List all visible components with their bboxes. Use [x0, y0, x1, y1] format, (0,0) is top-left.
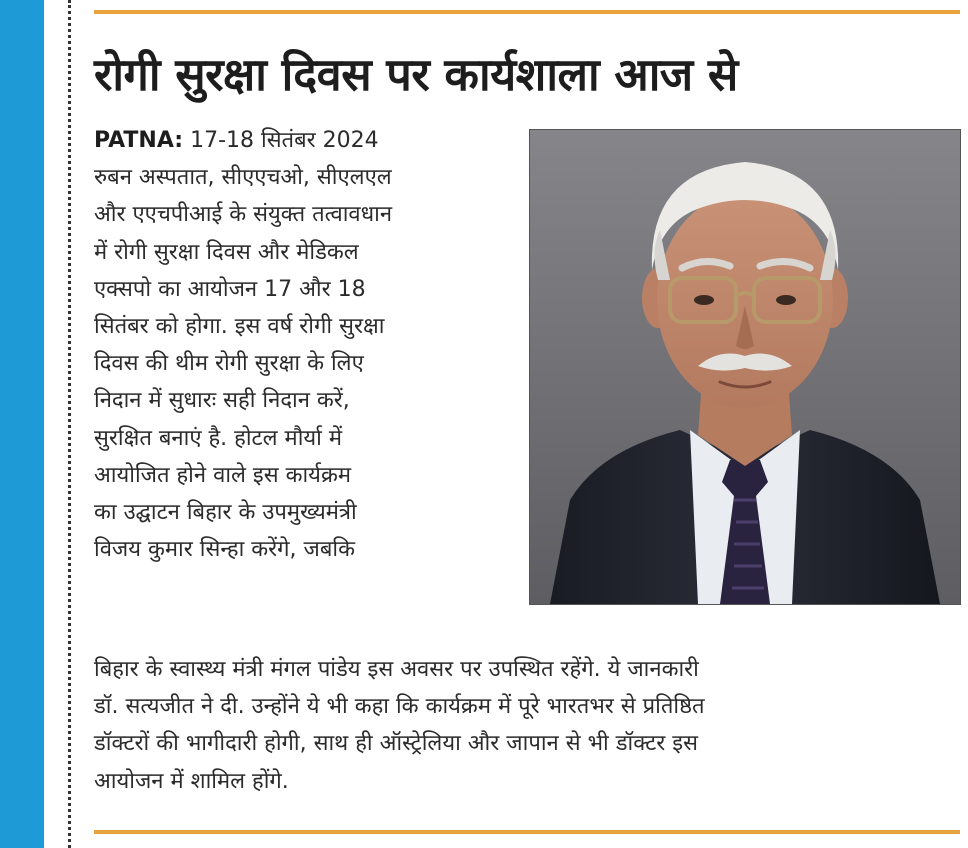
article-line: का उद्घाटन बिहार के उपमुख्यमंत्री — [94, 500, 357, 526]
article-line — [94, 122, 514, 159]
article-line: आयोजित होने वाले इस कार्यक्रम — [94, 462, 351, 488]
bottom-rule — [94, 830, 960, 834]
article-line: बिहार के स्वास्थ्य मंत्री मंगल पांडेय इस अवसर पर उपस्थित रहेंगे. ये जानकारी — [94, 657, 699, 682]
dotted-column-divider — [68, 0, 71, 848]
article-line: आयोजन में शामिल होंगे. — [94, 768, 289, 794]
article-line: रुबन अस्पतात, सीएएचओ, सीएलएल — [94, 165, 392, 191]
article-line: निदान में सुधारः सही निदान करें, — [94, 388, 350, 414]
article-line: डॉक्टरों की भागीदारी होगी, साथ ही ऑस्ट्रेलिया और जापान से भी डॉक्टर इस — [94, 731, 698, 757]
headline: रोगी सुरक्षा दिवस पर कार्यशाला आज से — [94, 48, 738, 101]
left-accent-strip — [0, 0, 44, 848]
article-line: डॉ. सत्यजीत ने दी. उन्होंने ये भी कहा कि कार्यक्रम में पूरे भारतभर से प्रतिष्ठित — [94, 694, 705, 720]
article-line: एक्सपो का आयोजन 17 और 18 — [94, 276, 366, 302]
article-line: सुरक्षित बनाएं है. होटल मौर्या में — [94, 425, 343, 451]
article-line: सितंबर को होगा. इस वर्ष रोगी सुरक्षा — [94, 314, 385, 340]
date-text: 17-18 सितंबर 2024 — [183, 128, 379, 153]
portrait-illustration — [530, 130, 960, 604]
article-line: और एएचपीआई के संयुक्त तत्वावधान — [94, 202, 393, 228]
portrait-photo — [530, 130, 960, 604]
dateline: PATNA: — [94, 128, 184, 153]
article-line: दिवस की थीम रोगी सुरक्षा के लिए — [94, 351, 364, 377]
top-rule — [94, 10, 960, 14]
article-full-width-text — [94, 651, 960, 800]
left-margin — [44, 0, 54, 848]
article-line: विजय कुमार सिन्हा करेंगे, जबकि — [94, 537, 356, 563]
article-line: में रोगी सुरक्षा दिवस और मेडिकल — [94, 239, 359, 265]
article-column-text — [94, 122, 514, 568]
